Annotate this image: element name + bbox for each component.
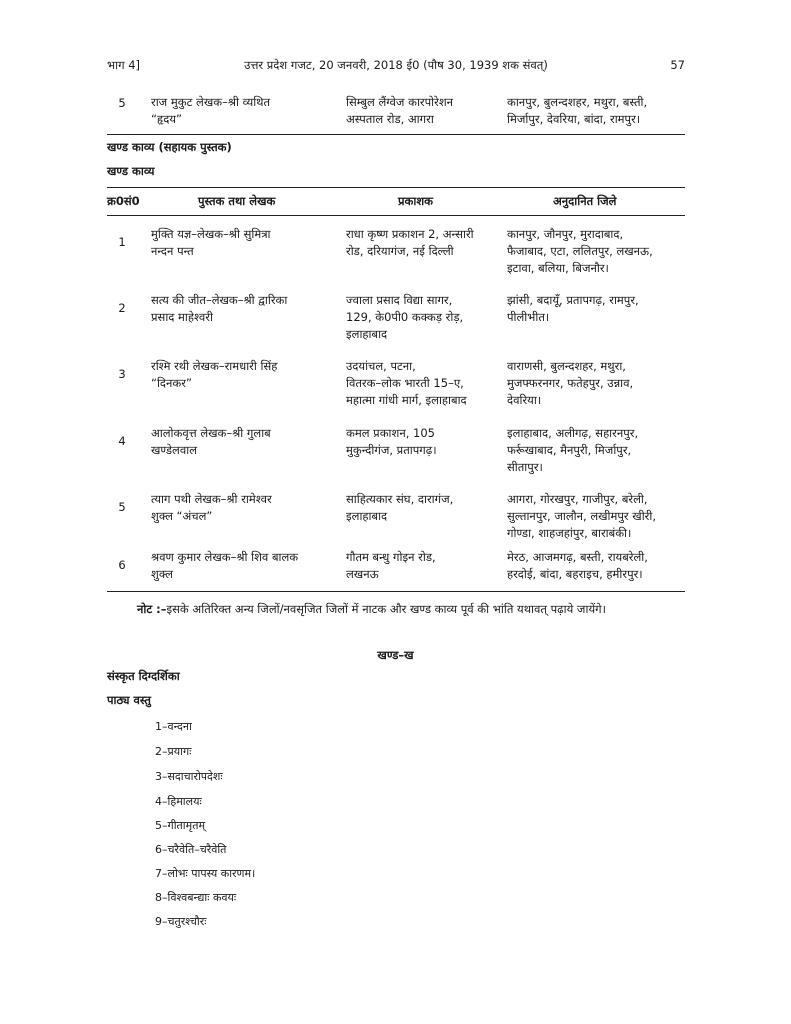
publisher: राधा कृष्ण प्रकाशन 2, अन्सारी रोड, दरियागंज, नई दिल्ली	[346, 227, 474, 258]
book-author: त्याग पथी लेखक–श्री रामेश्वर शुक्ल “अंचल”	[151, 492, 272, 523]
book-author: सत्य की जीत–लेखक–श्री द्वारिका प्रसाद माहेश्वरी	[151, 293, 288, 324]
row-number: 5	[118, 96, 126, 110]
col-header-book: पुस्तक तथा लेखक	[198, 194, 276, 208]
note-text: इसके अतिरिक्त अन्य जिलों/नवसृजित जिलों में नाटक और खण्ड काव्य पूर्व की भांति यथावत् पढ़ाये जायेंगे।	[166, 602, 606, 616]
syllabus-title: पाठ्य वस्तु	[107, 693, 151, 707]
page-header	[107, 58, 685, 76]
book-author: मुक्ति यज्ञ–लेखक–श्री सुमित्रा नन्दन पन्त	[151, 227, 271, 258]
list-item: 3–सदाचारोपदेशः	[155, 770, 223, 783]
note-label: नोट :–	[137, 602, 167, 616]
book-author: रश्मि रथी लेखक–रामधारी सिंह “दिनकर”	[151, 359, 278, 390]
sanskrit-title: संस्कृत दिग्दर्शिका	[107, 669, 180, 683]
note-paragraph	[107, 600, 685, 619]
publisher: साहित्यकार संघ, दारागंज, इलाहाबाद	[346, 492, 454, 523]
section-title: खण्ड काव्य (सहायक पुस्तक)	[107, 140, 232, 154]
districts: कानपुर, बुलन्दशहर, मथुरा, बस्ती, मिर्जापुर, देवरिया, बांदा, रामपुर।	[507, 95, 648, 126]
gazette-part: भाग 4]	[107, 58, 140, 72]
row-number: 3	[118, 367, 126, 381]
publisher: ज्वाला प्रसाद विद्या सागर, 129, के0पी0 कक्कड़ रोड़, इलाहाबाद	[346, 293, 464, 341]
table-bottom-border	[107, 591, 685, 592]
districts: मेरठ, आजमगढ़, बस्ती, रायबरेली, हरदोई, बांदा, बहराइच, हमीरपुर।	[507, 550, 648, 581]
divider	[107, 134, 685, 135]
book-author: आलोकवृत्त लेखक–श्री गुलाब खण्डेलवाल	[151, 426, 271, 457]
districts: इलाहाबाद, अलीगढ़, सहारनपुर, फर्रूखाबाद, मैनपुरी, मिर्जापुर, सीतापुर।	[507, 426, 639, 474]
districts: वाराणसी, बुलन्दशहर, मथुरा, मुजफ्फरनगर, फतेहपुर, उन्नाव, देवरिया।	[507, 359, 634, 407]
list-item: 9–चतुरश्चौरः	[155, 915, 207, 928]
list-item: 5–गीतामृतम्	[155, 819, 206, 832]
row-number: 5	[118, 500, 126, 514]
page-number: 57	[670, 58, 685, 72]
publisher: उदयांचल, पटना, वितरक–लोक भारती 15–ए, महात्मा गांधी मार्ग, इलाहाबाद	[346, 359, 467, 407]
districts: कानपुर, जौनपुर, मुरादाबाद, फैजाबाद, एटा, ललितपुर, लखनऊ, इटावा, बलिया, बिजनौर।	[507, 227, 653, 275]
table-header-border	[107, 215, 685, 216]
list-item: 2–प्रयागः	[155, 745, 192, 758]
list-item: 7–लोभः पापस्य कारणम।	[155, 867, 256, 880]
section-subtitle: खण्ड काव्य	[107, 164, 155, 178]
list-item: 6–चरैवेति–चरैवेति	[155, 843, 227, 856]
book-author: राज मुकुट लेखक–श्री व्यथित “हृदय”	[151, 95, 271, 126]
districts: झांसी, बदायूँ, प्रतापगढ़, रामपुर, पीलीभीत।	[507, 293, 639, 324]
list-item: 4–हिमालयः	[155, 795, 202, 808]
publisher: सिम्बुल लैंग्वेज कारपोरेशन अस्पताल रोड, आगरा	[346, 95, 454, 126]
districts: आगरा, गोरखपुर, गाजीपुर, बरेली, सुल्तानपुर, जालौन, लखीमपुर खीरी, गोण्डा, शाहजहांपुर, बाराबंकी।	[507, 492, 657, 540]
list-item: 1–वन्दना	[155, 720, 192, 733]
publisher: कमल प्रकाशन, 105 मुकुन्दीगंज, प्रतापगढ़।	[346, 426, 437, 457]
row-number: 4	[118, 434, 126, 448]
row-number: 1	[118, 235, 126, 249]
section-kha-heading: खण्ड–ख	[377, 648, 414, 662]
col-header-number: क्र0सं0	[107, 194, 140, 208]
row-number: 6	[118, 558, 126, 572]
book-author: श्रवण कुमार लेखक–श्री शिव बालक शुक्ल	[151, 550, 299, 581]
publisher: गौतम बन्धु गोइन रोड, लखनऊ	[346, 550, 436, 581]
gazette-title: उत्तर प्रदेश गजट, 20 जनवरी, 2018 ई0 (पौष 30, 1939 शक संवत्)	[244, 58, 548, 72]
col-header-publisher: प्रकाशक	[398, 194, 434, 208]
table-header	[107, 194, 685, 212]
table-top-border	[107, 187, 685, 188]
col-header-districts: अनुदानित जिले	[553, 194, 617, 208]
list-item: 8–विश्वबन्द्याः कवयः	[155, 891, 237, 904]
row-number: 2	[118, 301, 126, 315]
